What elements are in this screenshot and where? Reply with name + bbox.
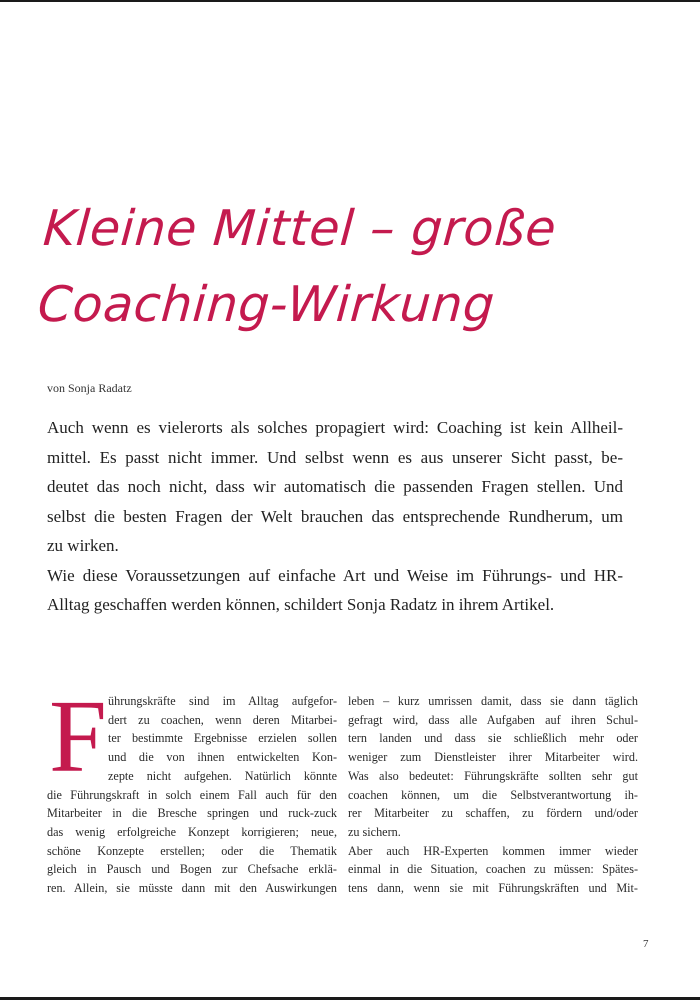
body-line: einmal in die Situation, coachen zu müssen: Spätes- bbox=[348, 862, 638, 877]
body-line: zepte nicht aufgehen. Natürlich könnte bbox=[108, 768, 337, 783]
body-line: tens dann, wenn sie mit Führungskräften und Mit- bbox=[348, 881, 638, 896]
body-line: leben – kurz umrissen damit, dass sie dann täglich bbox=[348, 694, 638, 708]
body-column-right bbox=[348, 692, 638, 898]
body-line: schöne Konzepte erstellen; oder die Thematik bbox=[47, 843, 337, 858]
page-frame-top bbox=[0, 0, 700, 2]
body-line: Mitarbeiter in die Bresche springen und ruck-zuck bbox=[47, 806, 337, 821]
title-line: Kleine Mittel – große bbox=[41, 199, 559, 257]
drop-cap: F bbox=[49, 679, 107, 794]
body-line: weniger zum Dienstleister ihrer Mitarbeiter wird. bbox=[348, 750, 638, 765]
intro-line: Alltag geschaffen werden können, schildert Sonja Radatz in ihrem Artikel. bbox=[47, 595, 555, 614]
intro-line: mittel. Es passt nicht immer. Und selbst wenn es aus unserer Sicht passt, be- bbox=[47, 447, 623, 467]
body-line: tern landen und dass sie schließlich mehr oder bbox=[348, 731, 638, 746]
body-column-left bbox=[47, 679, 337, 898]
title-line: Coaching-Wirkung bbox=[36, 275, 497, 333]
article-title bbox=[35, 191, 606, 343]
body-line: und die von ihnen entwickelten Kon- bbox=[108, 750, 337, 765]
body-line: Was also bedeutet: Führungskräfte sollten sehr gut bbox=[348, 768, 638, 783]
body-line: gleich in Pausch und Bogen zur Chefsache erklä- bbox=[47, 862, 337, 877]
body-line: die Führungskraft in solch einem Fall auch für den bbox=[47, 787, 337, 802]
intro-line: selbst die besten Fragen der Welt brauchen das entsprechende Rundherum, um bbox=[47, 506, 623, 526]
body-line: ren. Allein, sie müsste dann mit den Auswirkungen bbox=[47, 881, 337, 896]
body-line: dert zu coachen, wenn deren Mitarbei- bbox=[108, 712, 337, 727]
body-line: ührungskräfte sind im Alltag aufgefor- bbox=[108, 694, 337, 708]
intro-line: zu wirken. bbox=[47, 536, 119, 555]
body-line: ter bestimmte Ergebnisse erzielen sollen bbox=[108, 731, 337, 746]
body-line: rer Mitarbeiter zu schaffen, zu fördern und/oder bbox=[348, 806, 638, 821]
intro-line: Wie diese Voraussetzungen auf einfache Art und Weise im Führungs- und HR- bbox=[47, 565, 623, 585]
body-line: Aber auch HR-Experten kommen immer wieder bbox=[348, 843, 638, 858]
intro-line: deutet das noch nicht, dass wir automatisch die passenden Fragen stellen. Und bbox=[47, 477, 623, 496]
body-line: zu sichern. bbox=[348, 824, 401, 839]
intro-paragraph bbox=[47, 413, 623, 620]
body-line: coachen können, um die Selbstverantwortung ih- bbox=[348, 787, 638, 802]
body-line: gefragt wird, dass alle Aufgaben auf ihren Schul- bbox=[348, 712, 638, 727]
body-line: das wenig erfolgreiche Konzept korrigieren; neue, bbox=[47, 824, 337, 839]
page-number: 7 bbox=[643, 938, 649, 950]
author-byline: von Sonja Radatz bbox=[47, 381, 132, 395]
intro-line: Auch wenn es vielerorts als solches propagiert wird: Coaching ist kein Allheil- bbox=[47, 418, 623, 437]
